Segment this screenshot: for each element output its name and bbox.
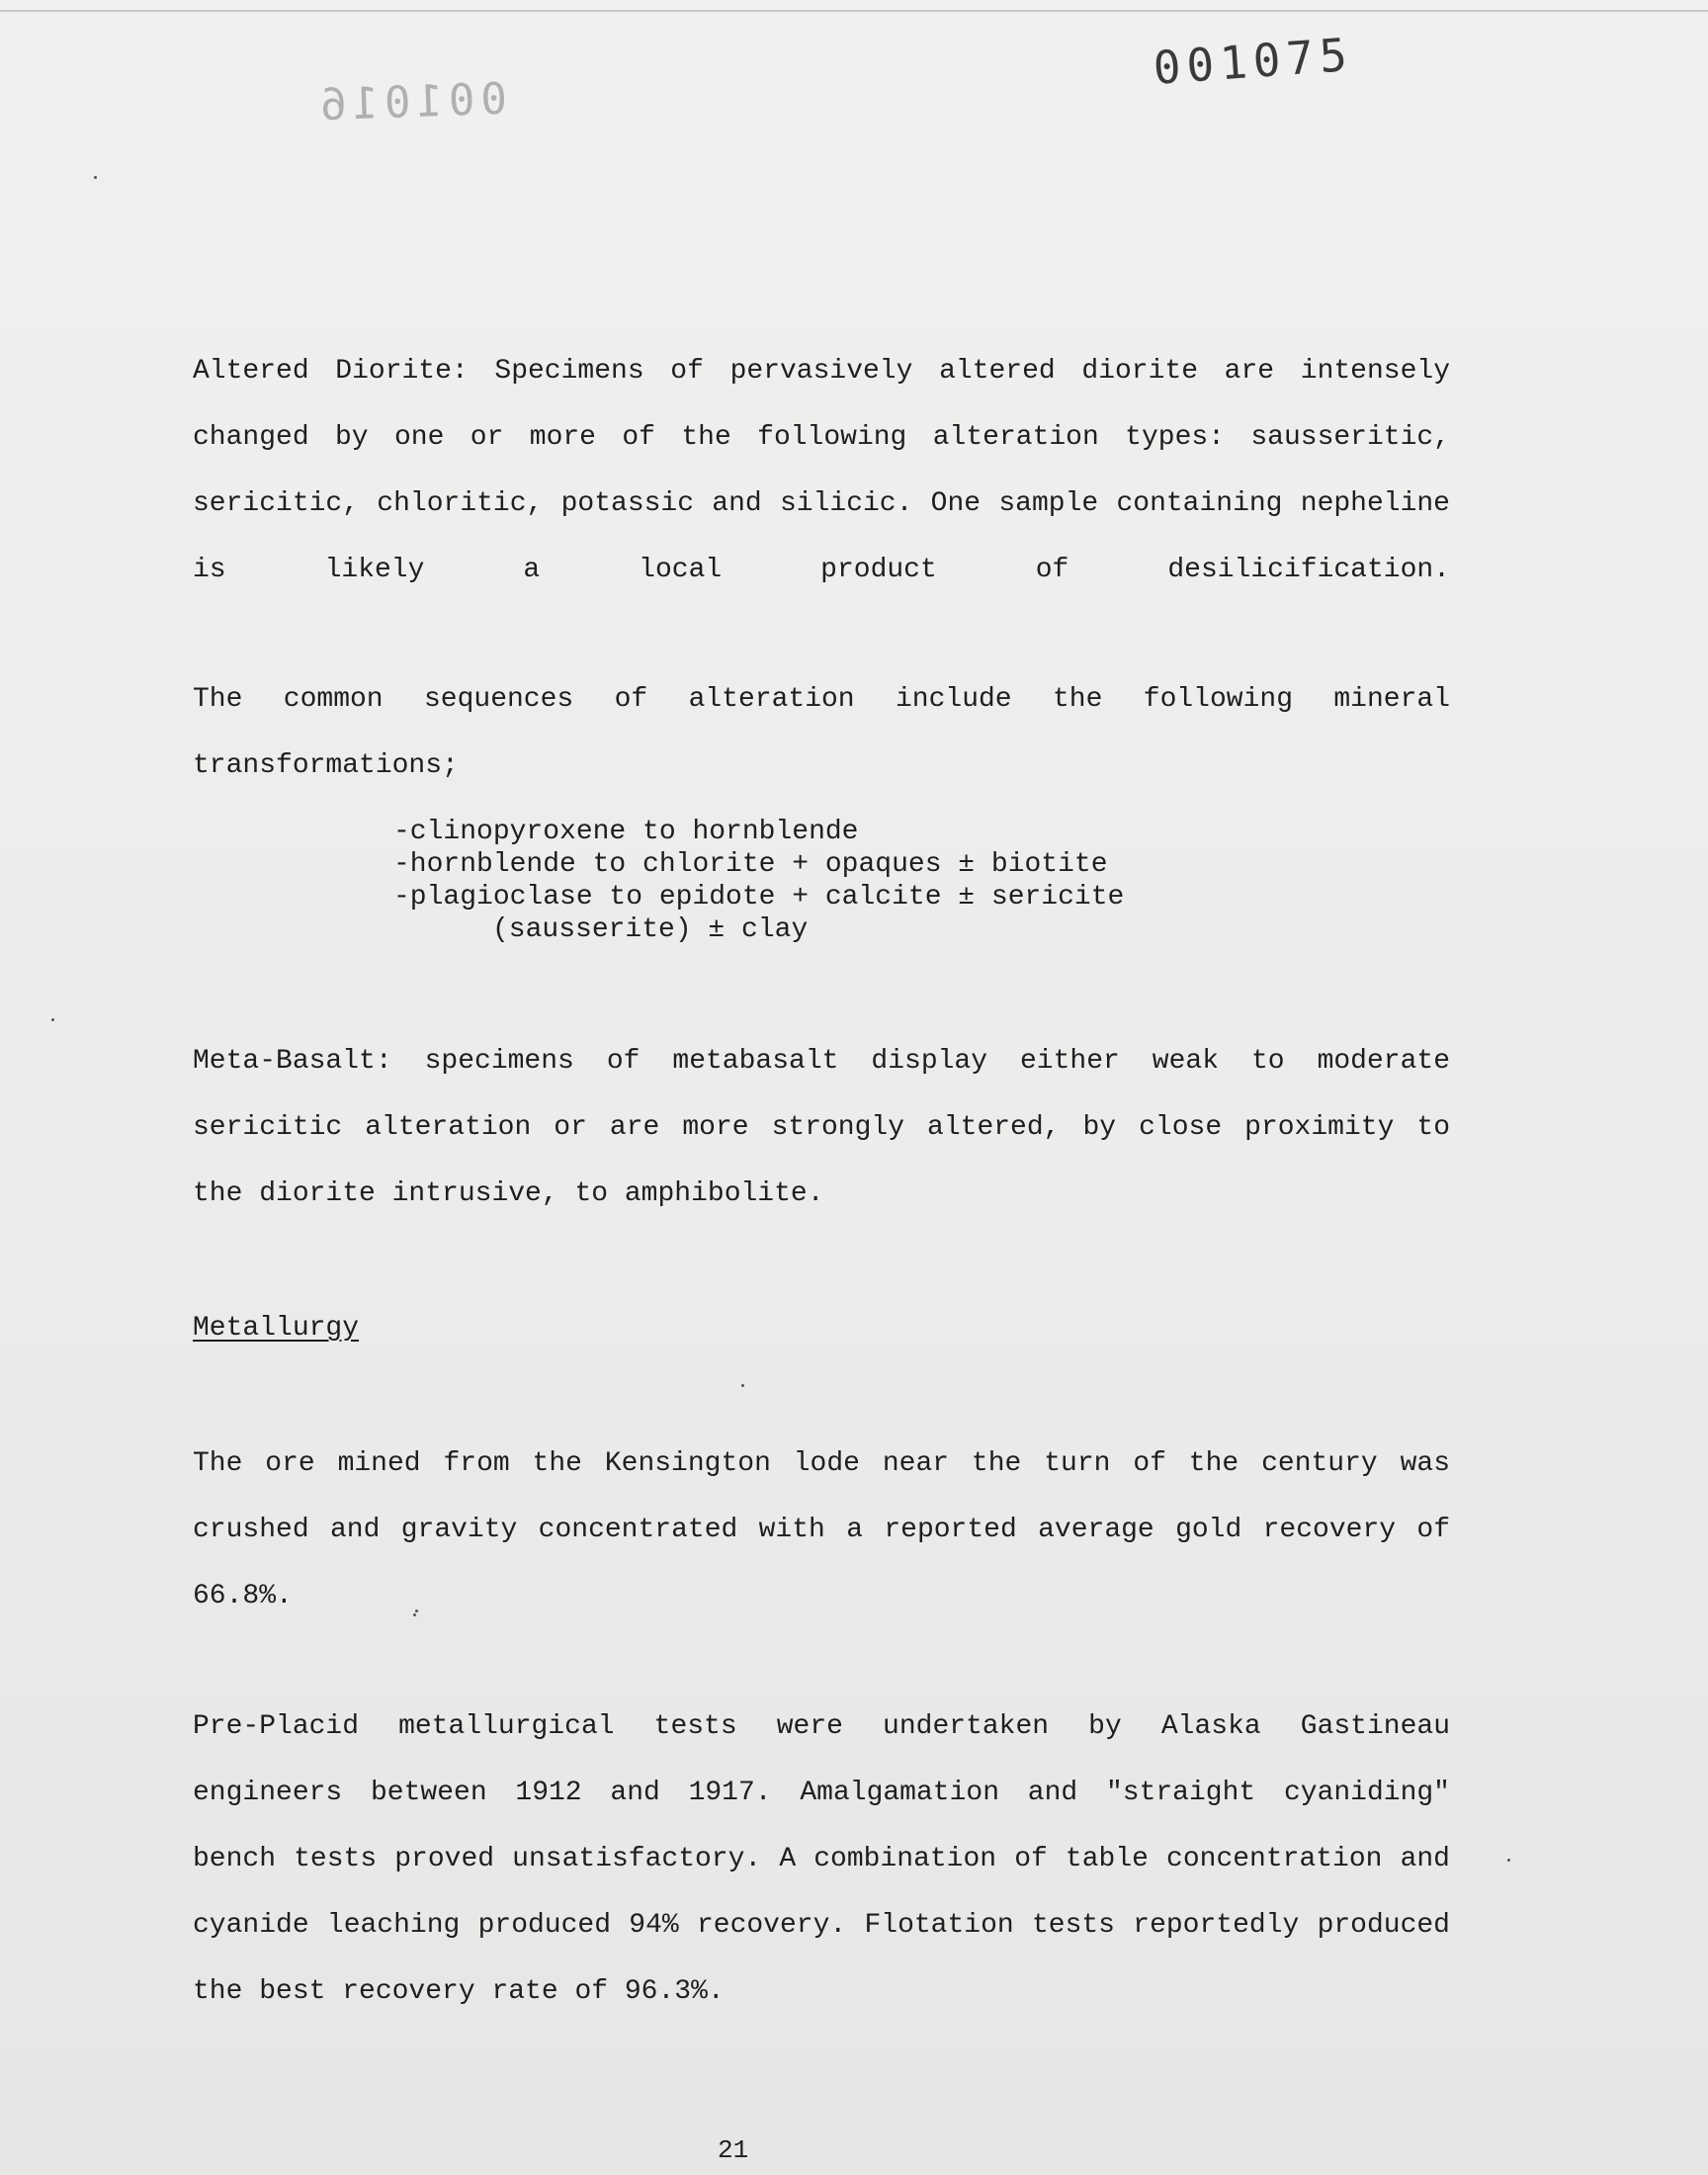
document-number-stamp: 001075 [1152,27,1355,95]
altered-diorite-paragraph: Altered Diorite: Specimens of pervasively altered diorite are intensely changed by one or more of the following alteration types: sausseritic, sericitic, chloritic, potassic and silicic. One sample containing nepheline is likely a local product of desilicification. [193,356,1450,585]
list-item: -hornblende to chlorite + opaques ± biotite [393,849,1108,880]
scan-speck [741,1384,744,1387]
transformations-list [393,816,1124,946]
scan-edge-line [0,10,1708,12]
scan-speck [51,1018,54,1021]
pre-placid-paragraph: Pre-Placid metallurgical tests were undertaken by Alaska Gastineau engineers between 1912 and 1917. Amalgamation and "straight cyaniding" bench tests proved unsatisfactory. A combination of table concentration and cyanide leaching produced 94% recovery. Flotation tests reportedly produced the best recovery rate of 96.3%. [193,1711,1450,2007]
list-item: (sausserite) ± clay [492,914,809,945]
scan-speck [1507,1859,1510,1862]
scan-speck [94,176,97,179]
scan-speck [415,1610,418,1612]
ore-mined-paragraph: The ore mined from the Kensington lode near the turn of the century was crushed and gravity concentrated with a reported average gold recovery of 66.8%. [193,1448,1450,1611]
list-item: -plagioclase to epidote + calcite ± sericite [393,882,1125,913]
meta-basalt-paragraph: Meta-Basalt: specimens of metabasalt display either weak to moderate sericitic alteration or are more strongly altered, by close proximity to the diorite intrusive, to amphibolite. [193,1046,1450,1209]
page-number: 21 [718,2135,749,2165]
scan-speck [413,1613,416,1616]
section-heading: Metallurgy [193,1313,360,1344]
list-item: -clinopyroxene to hornblende [393,817,859,847]
ghost-number-stamp: 001016 [313,73,508,131]
sequences-intro-paragraph: The common sequences of alteration include the following mineral transformations; [193,684,1450,781]
